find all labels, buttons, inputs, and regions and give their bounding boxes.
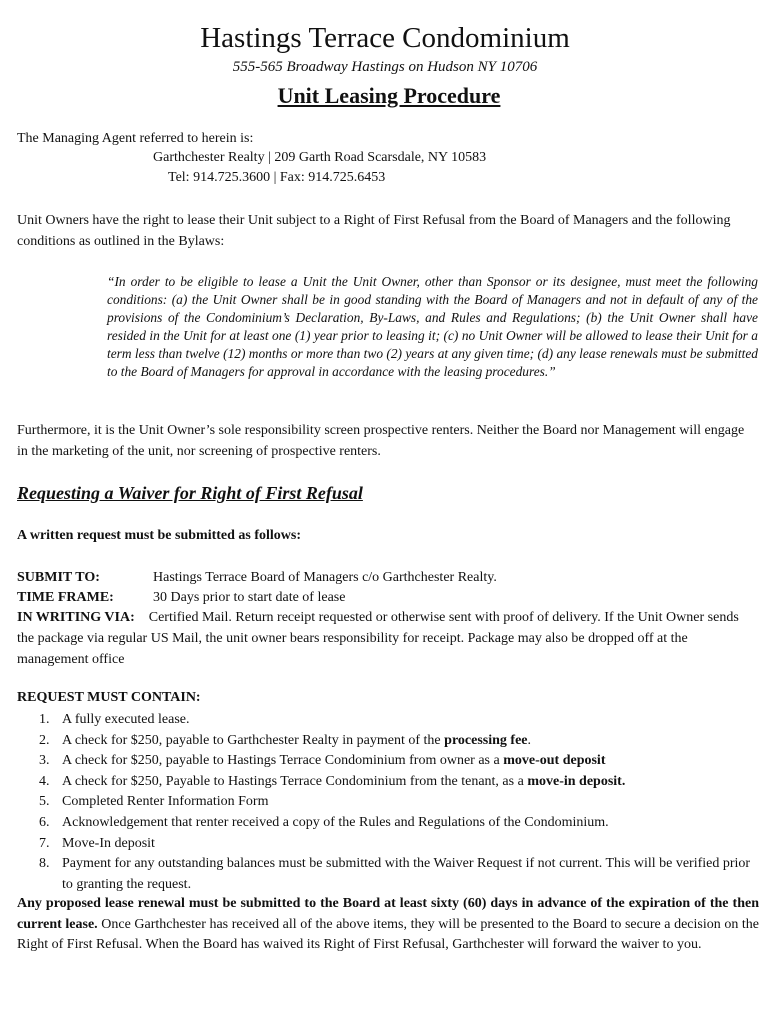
list-item-bold: move-in deposit. [527,773,626,789]
list-item-number: 5. [39,794,50,810]
list-item [17,731,759,752]
submit-to-row [17,567,497,588]
building-address: 555-565 Broadway Hastings on Hudson NY 10706 [232,59,538,75]
bylaws-quote: “In order to be eligible to lease a Unit the Unit Owner, other than Sponsor or its designee, must meet the following conditions: (a) the Unit Owner shall be in good standing with the Board of Managers and not in default of any of the provisions of the Condominium’s Declaration, By-Laws, and Rules and Regulations; (b) the Unit Owner shall have resided in the Unit for at least one (1) year prior to leasing it; (c) no Unit Owner will be allowed to lease their Unit for a term less than twelve (12) months or more than two (2) years at any given time; (d) any lease renewals must be submitted to the Board of Managers for approval in accordance with the leasing procedures.” [107,274,758,379]
waiver-heading: Requesting a Waiver for Right of First Refusal [17,483,363,503]
list-item [17,834,759,855]
time-frame-row [17,587,346,608]
final-paragraph [17,894,759,956]
list-item-number: 2. [39,732,50,748]
list-item-after: . [527,732,531,748]
submit-to-value: Hastings Terrace Board of Managers c/o Garthchester Realty. [153,570,497,585]
list-item-number: 3. [39,753,50,769]
final-text: Once Garthchester has received all of the above items, they will be presented to the Board to secure a decision on the Right of First Refusal. When the Board has waived its Right of First Refusal, Garthchester will forward the waiver to you. [17,916,760,953]
in-writing-row [17,607,759,670]
list-item-number: 6. [39,814,50,830]
submit-to-label: SUBMIT TO: [17,570,100,585]
list-item-text: A check for $250, Payable to Hastings Terrace Condominium from the tenant, as a [62,773,528,789]
renewal-notice: Any proposed lease renewal must be submitted to the Board at least sixty (60) days in advance of the expiration of the then current lease. [17,896,759,932]
list-item-text: A check for $250, payable to Garthchester Realty in payment of the [62,732,445,748]
list-item [17,772,759,793]
list-item-text: Acknowledgement that renter received a copy of the Rules and Regulations of the Condominium. [62,814,609,830]
list-item [17,710,759,731]
document-title: Hastings Terrace Condominium [200,22,570,54]
list-item-text: Move-In deposit [62,835,155,851]
furthermore-paragraph: Furthermore, it is the Unit Owner’s sole responsibility screen prospective renters. Neither the Board nor Management will engage in the marketing of the unit, nor screening of prospective renters. [17,423,745,459]
agent-contact: Tel: 914.725.3600 | Fax: 914.725.6453 [168,170,386,185]
list-item [17,854,759,895]
intro-paragraph: Unit Owners have the right to lease their Unit subject to a Right of First Refusal from the Board of Managers and the following conditions as outlined in the Bylaws: [17,213,731,249]
request-list [17,710,759,895]
agent-intro: The Managing Agent referred to herein is: [17,131,254,146]
list-item-text: Completed Renter Information Form [62,794,269,810]
request-heading: REQUEST MUST CONTAIN: [17,690,201,705]
list-item-bold: move-out deposit [503,753,606,769]
list-item [17,792,759,813]
time-frame-label: TIME FRAME: [17,590,114,605]
list-item-number: 1. [39,712,50,727]
list-item-text: A fully executed lease. [62,712,190,727]
in-writing-value: Certified Mail. Return receipt requested or otherwise sent with proof of delivery. If the Unit Owner sends the package via regular US Mail, the unit owner bears responsibility for receipt. Package may also be dropped off at the management office [17,610,739,667]
list-item-number: 7. [39,835,50,851]
list-item-text: A check for $250, payable to Hastings Terrace Condominium from owner as a [62,753,504,769]
list-item-text: Payment for any outstanding balances must be submitted with the Waiver Request if not current. This will be verified prior to granting the request. [62,856,751,892]
list-item-bold: processing fee [444,732,528,748]
agent-address: Garthchester Realty | 209 Garth Road Scarsdale, NY 10583 [153,150,487,165]
list-item-number: 8. [39,856,50,872]
list-item [17,813,759,834]
in-writing-label: IN WRITING VIA: [17,610,135,625]
list-item [17,751,759,772]
written-request-heading: A written request must be submitted as follows: [17,528,302,543]
document-subtitle: Unit Leasing Procedure [277,83,501,108]
list-item-number: 4. [39,773,50,789]
time-frame-value: 30 Days prior to start date of lease [153,590,346,605]
